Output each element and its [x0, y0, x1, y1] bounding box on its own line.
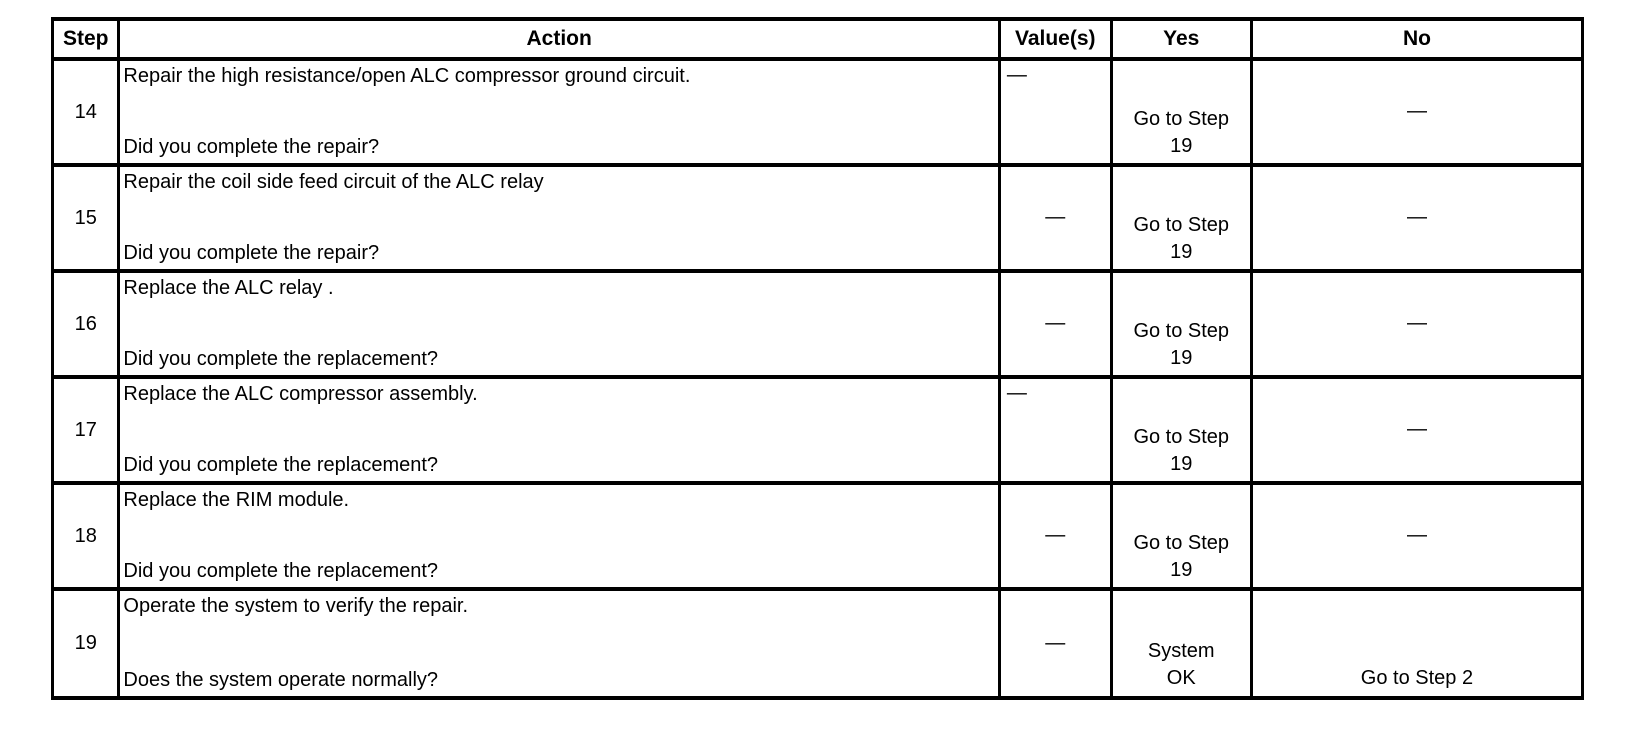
step-number: 18	[74, 524, 97, 547]
yes-line-2: 19	[1170, 241, 1193, 263]
action-instruction: Replace the RIM module.	[123, 489, 350, 511]
step-number: 14	[74, 100, 97, 123]
value-text: —	[1045, 312, 1066, 334]
action-question: Did you complete the repair?	[123, 136, 380, 158]
step-cell	[53, 271, 119, 377]
value-cell	[999, 483, 1111, 589]
no-text: —	[1406, 206, 1427, 228]
yes-cell	[1111, 483, 1251, 589]
value-text: —	[1045, 206, 1066, 228]
value-cell	[999, 377, 1111, 483]
yes-line-1: Go to Step	[1133, 108, 1230, 130]
action-instruction: Operate the system to verify the repair.	[123, 595, 469, 617]
header-yes: Yes	[1111, 19, 1251, 59]
value-cell	[999, 165, 1111, 271]
no-cell	[1251, 59, 1582, 165]
yes-line-2: OK	[1166, 666, 1196, 689]
header-no: No	[1251, 19, 1582, 59]
action-cell	[119, 271, 999, 377]
no-text: —	[1406, 312, 1427, 334]
table-row	[53, 377, 1583, 483]
step-number: 17	[74, 418, 97, 441]
yes-line-1: Go to Step	[1133, 426, 1230, 448]
no-text: —	[1406, 418, 1427, 440]
value-text: —	[1006, 64, 1027, 86]
action-question: Does the system operate normally?	[123, 669, 439, 691]
table-row	[53, 165, 1583, 271]
header-values: Value(s)	[999, 19, 1111, 59]
table-row	[53, 271, 1583, 377]
action-question: Did you complete the repair?	[123, 242, 380, 264]
value-cell	[999, 59, 1111, 165]
action-cell	[119, 589, 999, 698]
header-step: Step	[53, 19, 119, 59]
no-text: —	[1406, 524, 1427, 546]
table-body	[53, 59, 1583, 698]
yes-cell	[1111, 59, 1251, 165]
table-row	[53, 589, 1583, 698]
step-number: 19	[74, 632, 97, 654]
value-text: —	[1006, 382, 1027, 404]
action-cell	[119, 59, 999, 165]
yes-cell	[1111, 271, 1251, 377]
step-cell	[53, 165, 119, 271]
yes-cell	[1111, 377, 1251, 483]
step-cell	[53, 59, 119, 165]
yes-line-1: Go to Step	[1133, 320, 1230, 342]
diagnostic-table	[51, 17, 1584, 700]
no-cell	[1251, 483, 1582, 589]
yes-line-2: 19	[1170, 453, 1193, 475]
action-instruction: Replace the ALC compressor assembly.	[123, 383, 478, 405]
action-cell	[119, 165, 999, 271]
yes-line-1: Go to Step	[1133, 214, 1230, 236]
action-question: Did you complete the replacement?	[123, 454, 439, 476]
yes-line-1: System	[1147, 639, 1215, 662]
no-cell	[1251, 589, 1582, 698]
no-cell	[1251, 271, 1582, 377]
step-cell	[53, 483, 119, 589]
action-question: Did you complete the replacement?	[123, 560, 439, 582]
header-action: Action	[119, 19, 999, 59]
yes-line-1: Go to Step	[1133, 532, 1230, 554]
action-question: Did you complete the replacement?	[123, 348, 439, 370]
action-cell	[119, 483, 999, 589]
action-instruction: Repair the coil side feed circuit of the ALC relay	[123, 171, 544, 193]
header-row	[53, 19, 1583, 59]
step-cell	[53, 589, 119, 698]
value-cell	[999, 589, 1111, 698]
yes-line-2: 19	[1170, 135, 1193, 157]
yes-line-2: 19	[1170, 559, 1193, 581]
action-instruction: Replace the ALC relay .	[123, 277, 334, 299]
value-cell	[999, 271, 1111, 377]
value-text: —	[1045, 524, 1066, 546]
step-number: 16	[74, 312, 97, 335]
yes-cell	[1111, 589, 1251, 698]
table-row	[53, 59, 1583, 165]
action-instruction: Repair the high resistance/open ALC compressor ground circuit.	[123, 65, 691, 87]
no-text: Go to Step 2	[1360, 666, 1474, 689]
step-number: 15	[74, 206, 97, 229]
action-cell	[119, 377, 999, 483]
yes-line-2: 19	[1170, 347, 1193, 369]
no-cell	[1251, 377, 1582, 483]
step-cell	[53, 377, 119, 483]
no-text: —	[1406, 100, 1427, 122]
no-cell	[1251, 165, 1582, 271]
value-text: —	[1045, 631, 1066, 654]
table-row	[53, 483, 1583, 589]
yes-cell	[1111, 165, 1251, 271]
